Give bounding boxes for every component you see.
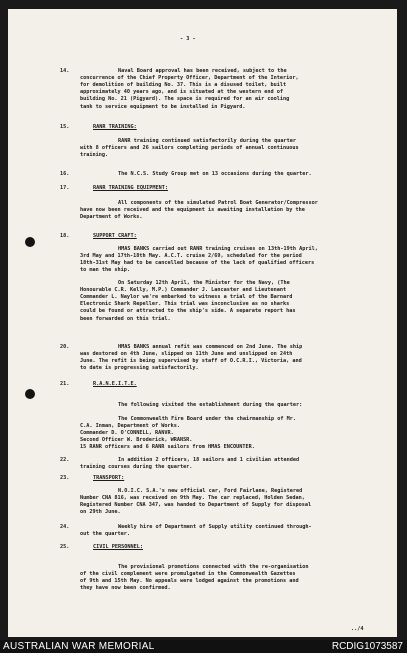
- paragraph-number: 24.: [60, 524, 70, 530]
- paragraph-line: N.O.I.C. S.A.'s new official car, Ford Fairlane, Registered: [118, 488, 303, 494]
- paragraph-line: training courses during the quarter.: [80, 464, 193, 471]
- paragraph-line: HMAS BANKS annual refit was commenced on 2nd June. The ship: [118, 344, 303, 350]
- paragraph-line: of 9th and 15th May. No appeals were lodged against the promotions and: [80, 578, 299, 585]
- paragraph-line: The Commonwealth Fire Board under the chairmanship of Mr.: [118, 416, 297, 422]
- paragraph-line: to man the ship.: [80, 267, 130, 274]
- paragraph-line: Honourable C.R. Kelly, M.P.) Commander J. Lancaster and Lieutenant: [80, 287, 287, 294]
- paragraph-line: Naval Board approval has been received, subject to the: [118, 68, 287, 74]
- paragraph-line: building No. 21 (Pigyard). The space is required for an air cooling: [80, 96, 290, 103]
- paragraph-number: 14.: [60, 68, 70, 74]
- paragraph-number: 20.: [60, 344, 70, 350]
- paragraph-line: with 8 officers and 26 sailors completing periods of annual continuous: [80, 145, 299, 152]
- paragraph-number: 17.: [60, 185, 70, 191]
- typewritten-text: [8, 9, 397, 637]
- record-id: RCDIG1073587: [331, 641, 403, 652]
- paragraph-line: The provisional promotions connected with the re-organisation: [118, 564, 309, 570]
- section-heading: R.A.N.E.I.T.E.: [93, 381, 137, 387]
- section-heading: RANR TRAINING EQUIPMENT:: [93, 185, 168, 191]
- paragraph-line: The following visited the establishment during the quarter:: [118, 402, 303, 408]
- archive-name: AUSTRALIAN WAR MEMORIAL: [3, 641, 155, 652]
- paragraph-line: Commander L. Naylor we're embarked to witness a trial of the Barnard: [80, 294, 293, 301]
- paragraph-number: 18.: [60, 233, 70, 239]
- paragraph-line: On Saturday 12th April, the Minister for the Navy, (The: [118, 280, 290, 286]
- paragraph-line: RANR training continued satisfactorily during the quarter: [118, 138, 297, 144]
- paragraph-line: 15 RANR officers and 6 RANR sailors from HMAS ENCOUNTER.: [80, 444, 255, 451]
- paragraph-line: was destored on 4th June, slipped on 11th June and unslipped on 24th: [80, 351, 293, 358]
- archive-footer: [0, 640, 407, 653]
- paragraph-line: training.: [80, 152, 109, 159]
- paragraph-line: to date is progressing satisfactorily.: [80, 365, 199, 372]
- paragraph-line: they have now been confirmed.: [80, 585, 171, 592]
- paragraph-line: Weekly hire of Department of Supply utility continued through-: [118, 524, 312, 530]
- paragraph-line: Department of Works.: [80, 214, 143, 221]
- paragraph-line: HMAS BANKS carried out RANR training cruises on 13th-19th April,: [118, 246, 318, 252]
- paragraph-line: could be found or attracted to the ship's side. A separate report has: [80, 308, 296, 315]
- section-heading: RANR TRAINING:: [93, 124, 137, 130]
- paragraph-line: In addition 2 officers, 18 sailors and 1 civilian attended: [118, 457, 300, 463]
- paragraph-number: 25.: [60, 544, 70, 550]
- paragraph-line: Electronic Shark Repeller. This trial was inconclusive as no sharks: [80, 301, 290, 308]
- document-page: [8, 9, 397, 637]
- paragraph-line: approximately 40 years ago, and is situated at the western end of: [80, 89, 284, 96]
- paragraph-line: out the quarter.: [80, 531, 130, 538]
- paragraph-line: All components of the simulated Patrol Boat Generator/Compressor: [118, 200, 318, 206]
- paragraph-line: been forwarded on this trial.: [80, 315, 171, 322]
- paragraph-line: for demolition of building No. 37. This is a disused toilet, built: [80, 82, 287, 89]
- paragraph-line: 3rd May and 17th-18th May. A.C.T. cruise 2/69, scheduled for the period: [80, 253, 302, 260]
- paragraph-line: on 29th June.: [80, 509, 121, 516]
- paragraph-line: tank to service equipment to be installed in Pigyard.: [80, 103, 246, 110]
- paragraph-line: concurrence of the Chief Property Officer, Department of the Interior,: [80, 75, 299, 82]
- paragraph-line: Registered Number CNA 347, was handed to Department of Supply for disposal: [80, 502, 312, 509]
- paragraph-number: 21.: [60, 381, 70, 387]
- paragraph-line: June. The refit is being supervised by staff of O.C.R.I., Victoria, and: [80, 358, 302, 365]
- section-heading: TRANSPORT:: [93, 475, 125, 481]
- paragraph-line: 18th-31st May had to be cancelled because of the lack of qualified officers: [80, 260, 315, 267]
- paragraph-line: Commander D. O'CONNELL, RANVR.: [80, 430, 174, 437]
- paragraph-line: C.A. Inman, Department of Works.: [80, 423, 180, 430]
- paragraph-line: Number CNA 816, was received on 9th May. The car replaced, Holden Sedan,: [80, 495, 305, 502]
- paragraph-line: of the civil complement were promulgated in the Commonwealth Gazettes: [80, 571, 296, 578]
- page-continuation: ../4: [351, 626, 364, 632]
- paragraph-line: have now been received and the equipment is awaiting installation by the: [80, 207, 305, 214]
- section-heading: SUPPORT CRAFT:: [93, 233, 137, 239]
- paragraph-line: The N.C.S. Study Group met on 13 occasions during the quarter.: [118, 171, 312, 177]
- section-heading: CIVIL PERSONNEL:: [93, 544, 143, 550]
- paragraph-line: Second Officer W. Broderick, WRANSR.: [80, 437, 193, 444]
- paragraph-number: 16.: [60, 171, 70, 177]
- paragraph-number: 22.: [60, 457, 70, 463]
- paragraph-number: 23.: [60, 475, 70, 481]
- page-number: - 3 -: [180, 36, 196, 42]
- paragraph-number: 15.: [60, 124, 70, 130]
